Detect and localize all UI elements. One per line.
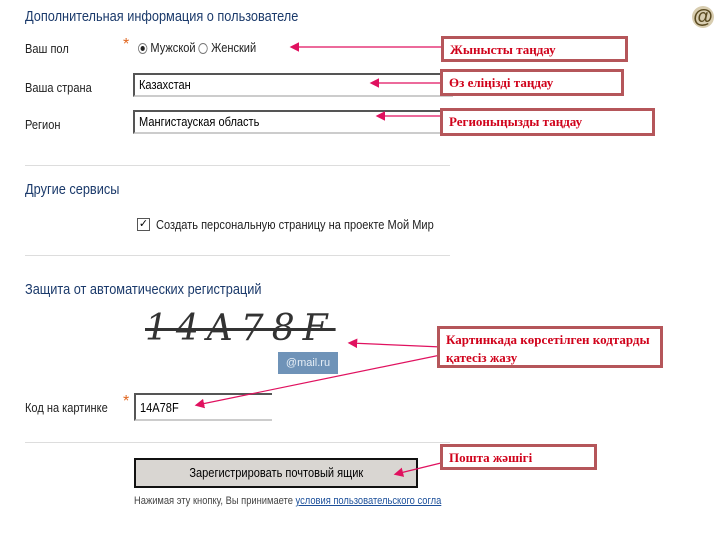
required-marker: * <box>123 36 130 53</box>
region-value: Мангистауская область <box>139 114 260 129</box>
section-heading-additional-info: Дополнительная информация о пользователе <box>25 8 299 25</box>
country-value: Казахстан <box>139 77 191 92</box>
captcha-image: 14A78F <box>145 308 336 349</box>
country-label: Ваша страна <box>25 80 92 95</box>
captcha-code-label: Код на картинке <box>25 400 108 415</box>
gender-option-female[interactable]: Женский <box>211 40 257 55</box>
section-heading-other-services: Другие сервисы <box>25 181 120 198</box>
my-world-checkbox-label[interactable]: Создать персональную страницу на проекте Мой Мир <box>156 217 434 232</box>
section-heading-protection: Защита от автоматических регистраций <box>25 281 262 298</box>
register-mailbox-button[interactable]: Зарегистрировать почтовый ящик <box>134 458 418 488</box>
callout-captcha: Картинкада көрсетілген кодтарды қатесіз жазу <box>437 326 663 368</box>
captcha-code-value: 14A78F <box>140 400 179 415</box>
gender-label: Ваш пол <box>25 41 69 56</box>
my-world-checkbox[interactable]: ✓ <box>138 218 149 230</box>
arrow-mailbox <box>396 462 445 474</box>
region-label: Регион <box>25 117 61 132</box>
arrow-captcha-input <box>197 350 465 405</box>
gender-option-male[interactable]: Мужской <box>150 40 196 55</box>
callout-mailbox: Пошта жәшігі <box>440 444 597 470</box>
required-marker: * <box>123 393 130 410</box>
callout-country: Өз еліңізді таңдау <box>440 69 624 96</box>
terms-link[interactable]: условия пользовательского согла <box>295 495 442 507</box>
callout-region: Регионыңызды таңдау <box>440 108 655 136</box>
mailru-badge: @mail.ru <box>278 352 338 374</box>
terms-note-text: Нажимая эту кнопку, Вы принимаете <box>134 495 296 507</box>
callout-gender: Жынысты таңдау <box>441 36 628 62</box>
mail-logo-icon: @ <box>693 6 713 28</box>
